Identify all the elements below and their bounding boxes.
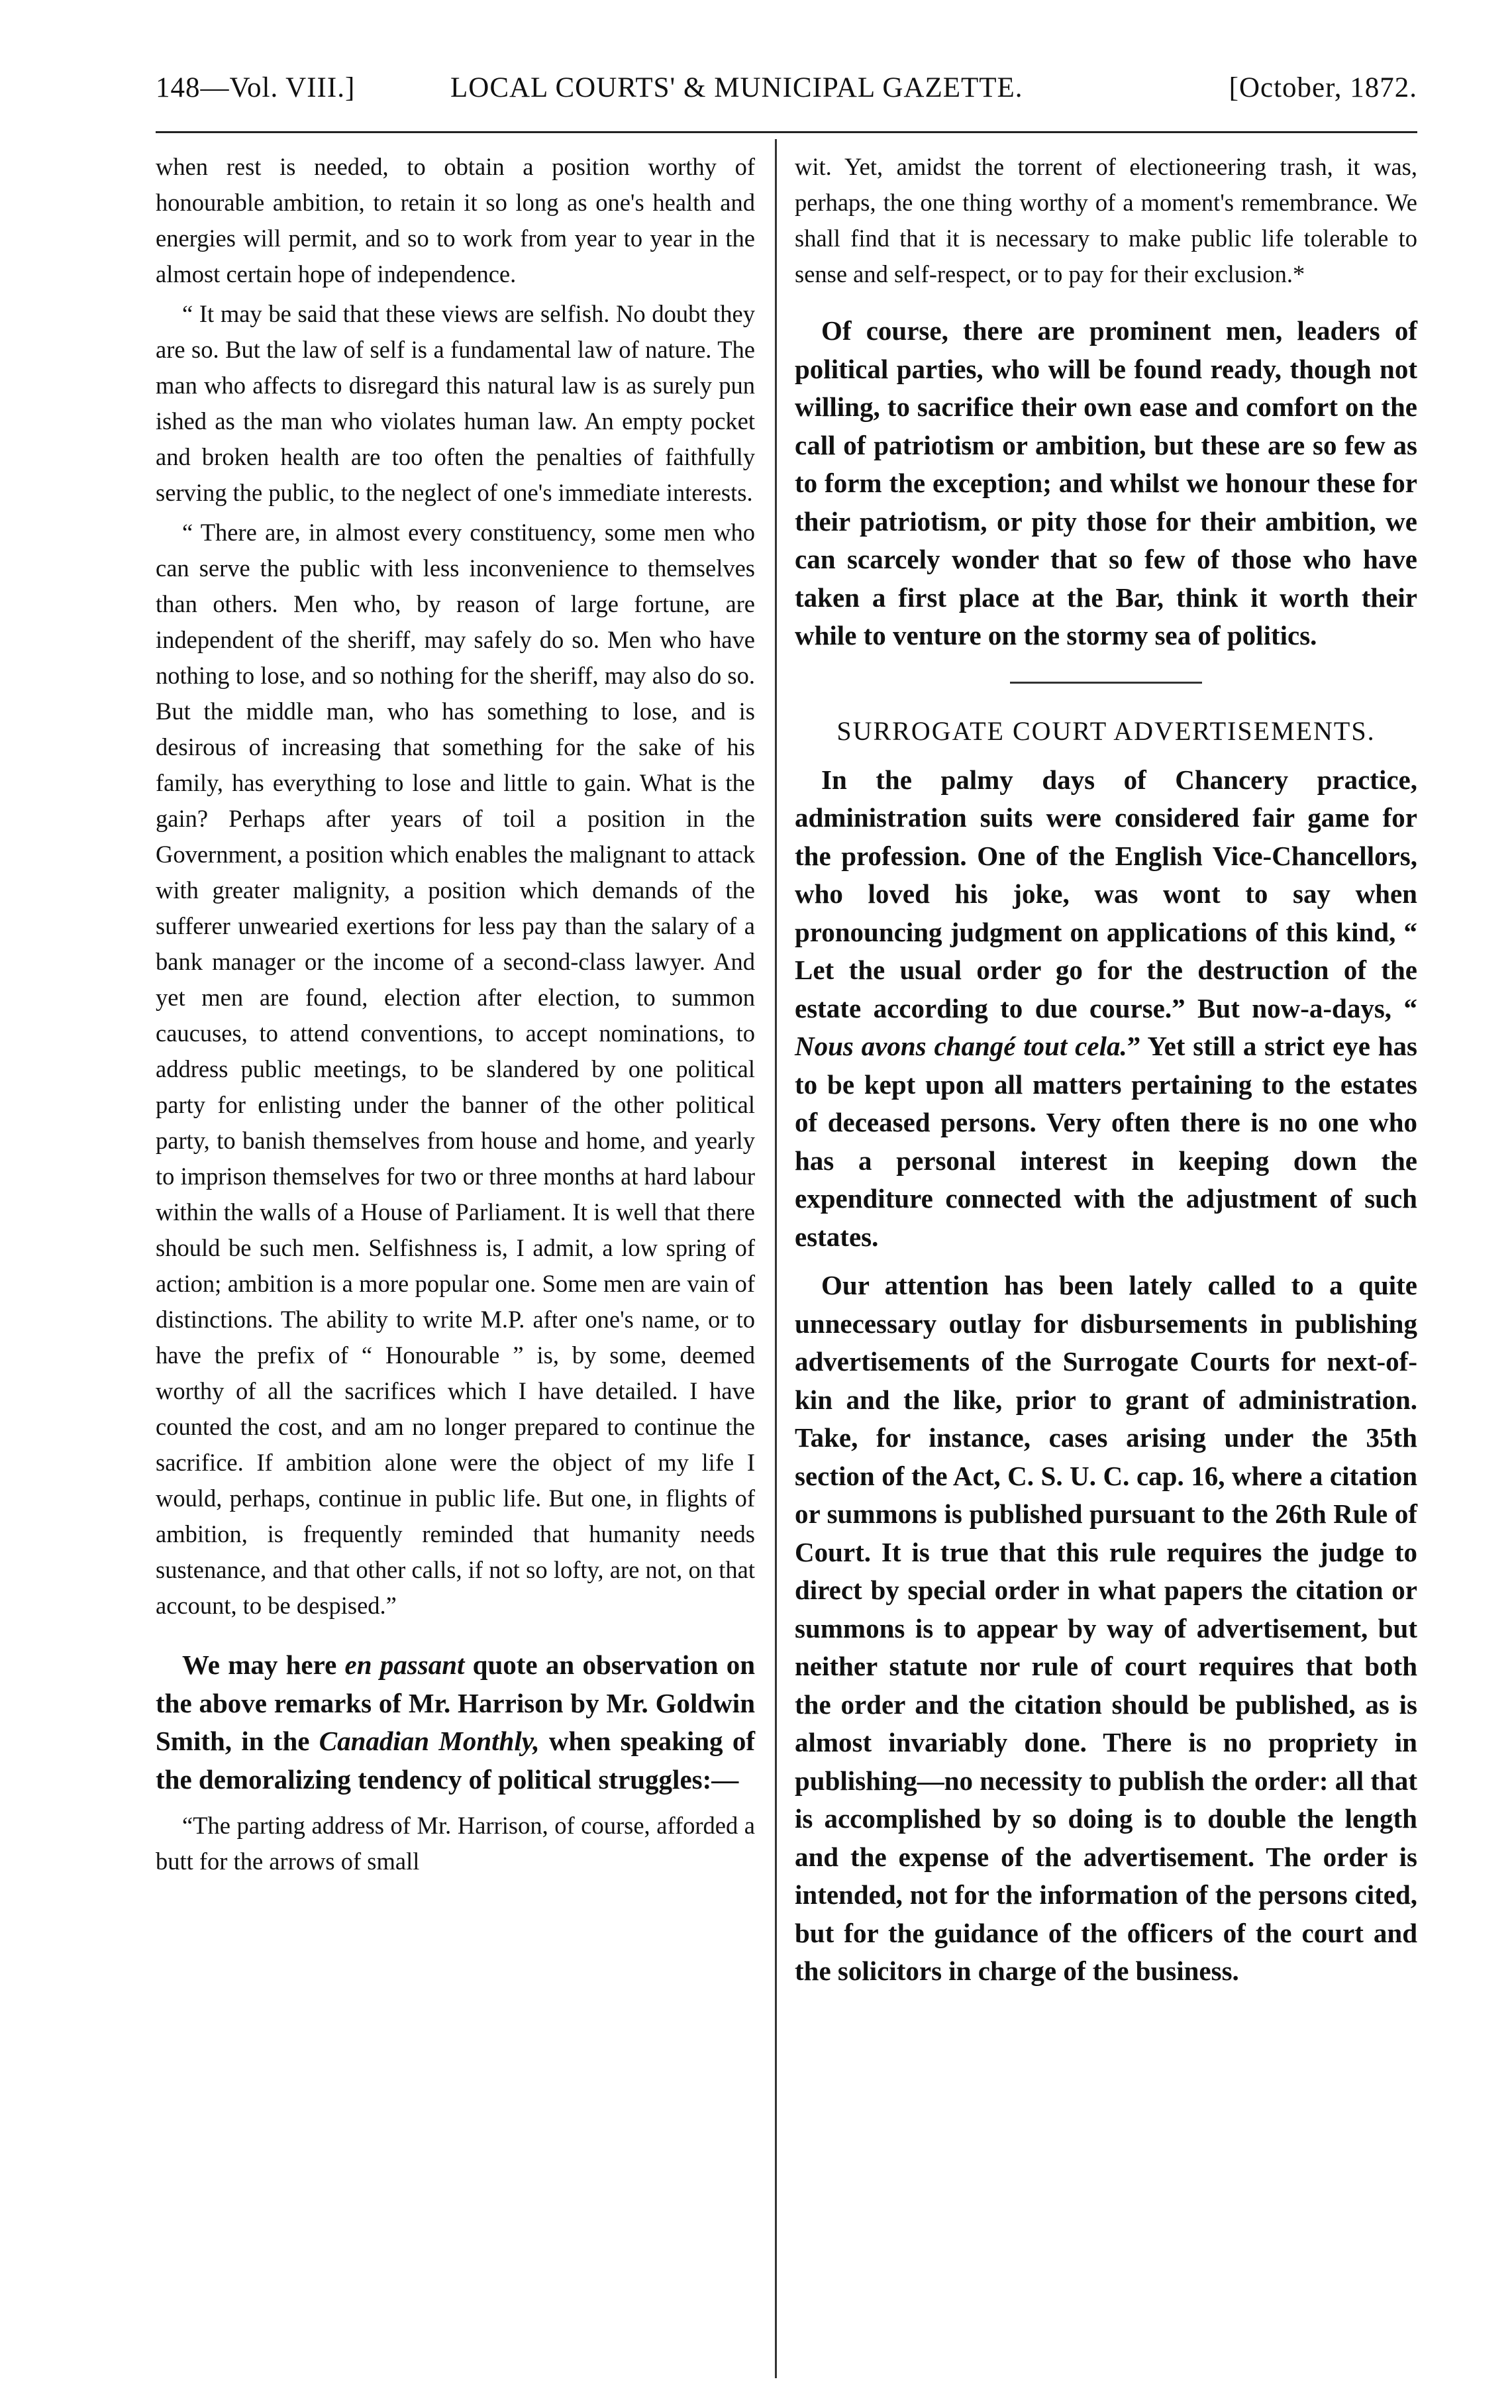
italic-phrase: Nous avons changé tout cela. xyxy=(795,1031,1127,1061)
paragraph: “ There are, in almost every constituency, some men who can serve the public with less inconvenience to themselves than others. Men who, by reason of large fortune, are independent of the sheriff, may safely do so. Men who have nothing to lose, and so nothing for the sheriff, may also do so. But the middle man, who has something to lose, and is desirous of increasing that something for the sake of his family, has everything to lose and little to gain. What is the gain? Perhaps after years of toil a position in the Government, a position which enables the malignant to attack with greater malignity, a position which demands of the sufferer unwearied exertions for less pay than the salary of a bank manager or the income of a second-class lawyer. And yet men are found, election after election, to summon caucuses, to attend conventions, to accept nominations, to address public meetings, to be slandered by one political party for enlisting under the banner of the other political party, to banish themselves from house and home, and yearly to imprison themselves for two or three months at hard labour within the walls of a House of Parliament. It is well that there should be such men. Selfishness is, I admit, a low spring of action; ambition is a more popular one. Some men are vain of distinctions. The ability to write M.P. after one's name, or to have the prefix of “ Honourable ” is, by some, deemed worthy of all the sacrifices which I have detailed. I have counted the cost, and am no longer prepared to continue the sacrifice. If ambition alone were the object of my life I would, perhaps, continue in public life. But one, in flights of ambition, is frequently reminded that humanity needs sustenance, and that other calls, if not so lofty, are not, on that account, to be despised.” xyxy=(156,519,755,1619)
running-header xyxy=(156,72,1417,118)
publication-title: LOCAL COURTS' & MUNICIPAL GAZETTE. xyxy=(450,72,1023,103)
commentary-paragraph: We may here en passant quote an observation on the above remarks of Mr. Harrison by Mr. Goldwin Smith, in the Canadian Monthly, when speaking of the demoralizing tendency of political struggles:— xyxy=(156,1649,756,1795)
column-divider xyxy=(775,139,777,2378)
italic-phrase: en passant xyxy=(344,1649,465,1680)
right-column xyxy=(795,149,1417,1991)
section-heading: SURROGATE COURT ADVERTISEMENTS. xyxy=(836,715,1376,746)
header-rule xyxy=(156,131,1417,133)
publication-name: Canadian Monthly, xyxy=(319,1726,540,1756)
section-separator xyxy=(1010,682,1202,684)
paragraph: In the palmy days of Chancery practice, administration suits were considered fair game for the profession. One of the English Vice-Chancellors, who loved his joke, was wont to say when pronouncing judgment on applications of this kind, “ Let the usual order go for the destruction of the estate according to due course.” But now-a-days, “ Nous avons changé tout cela.” Yet still a strict eye has to be kept upon all matters pertaining to the estates of deceased persons. Very often there is no one who has a personal interest in keeping down the expenditure connected with the adjustment of such estates. xyxy=(795,764,1417,1252)
paragraph: when rest is needed, to obtain a position worthy of honourable ambition, to retain it so long as one's health and energies will permit, and so to work from year to year in the almost certain hope of independence. xyxy=(156,153,755,288)
page-volume-label: 148—Vol. VIII.] xyxy=(156,72,356,103)
quotation-paragraph: “The parting address of Mr. Harrison, of course, afforded a butt for the arrows of small xyxy=(156,1812,755,1875)
paragraph: Our attention has been lately called to a quite unnecessary outlay for disbursements in publishing advertisements of the Surrogate Courts for next-of-kin and the like, prior to grant of administration. Take, for instance, cases arising under the 35th section of the Act, C. S. U. C. cap. 16, where a citation or summons is published pursuant to the 26th Rule of Court. It is true that this rule requires the judge to direct by special order in what papers the citation or summons is to appear by way of advertisement, but neither statute nor rule of court requires that both the order and the citation should be published, as is almost invariably done. There is no propriety in publishing—no necessity to publish the order: all that is accomplished by so doing is to double the length and the expense of the advertisement. The order is intended, not for the information of the persons cited, but for the guidance of the officers of the court and the solicitors in charge of the business. xyxy=(795,1270,1417,1986)
commentary-paragraph: Of course, there are prominent men, leaders of political parties, who will be found ready, though not willing, to sacrifice their own ease and comfort on the call of patriotism or ambition, but these are so few as to form the exception; and whilst we honour these for their patriotism, or pity those for their ambition, we can scarcely wonder that so few of those who have taken a first place at the Bar, think it worth their while to venture on the stormy sea of politics. xyxy=(795,315,1417,651)
paragraph: wit. Yet, amidst the torrent of electioneering trash, it was, perhaps, the one thing worthy of a moment's remembrance. We shall find that it is necessary to make public life tolerable to sense and self-respect, or to pay for their exclusion.* xyxy=(795,153,1417,288)
left-column xyxy=(156,149,755,1879)
paragraph: “ It may be said that these views are selfish. No doubt they are so. But the law of self is a fundamental law of nature. The man who affects to disregard this natural law is as surely pun ished as the man who violates human law. An empty pocket and broken health are too often the penalties of faithfully serving the public, to the neglect of one's immediate interests. xyxy=(156,300,755,506)
issue-date: [October, 1872. xyxy=(1229,72,1417,103)
